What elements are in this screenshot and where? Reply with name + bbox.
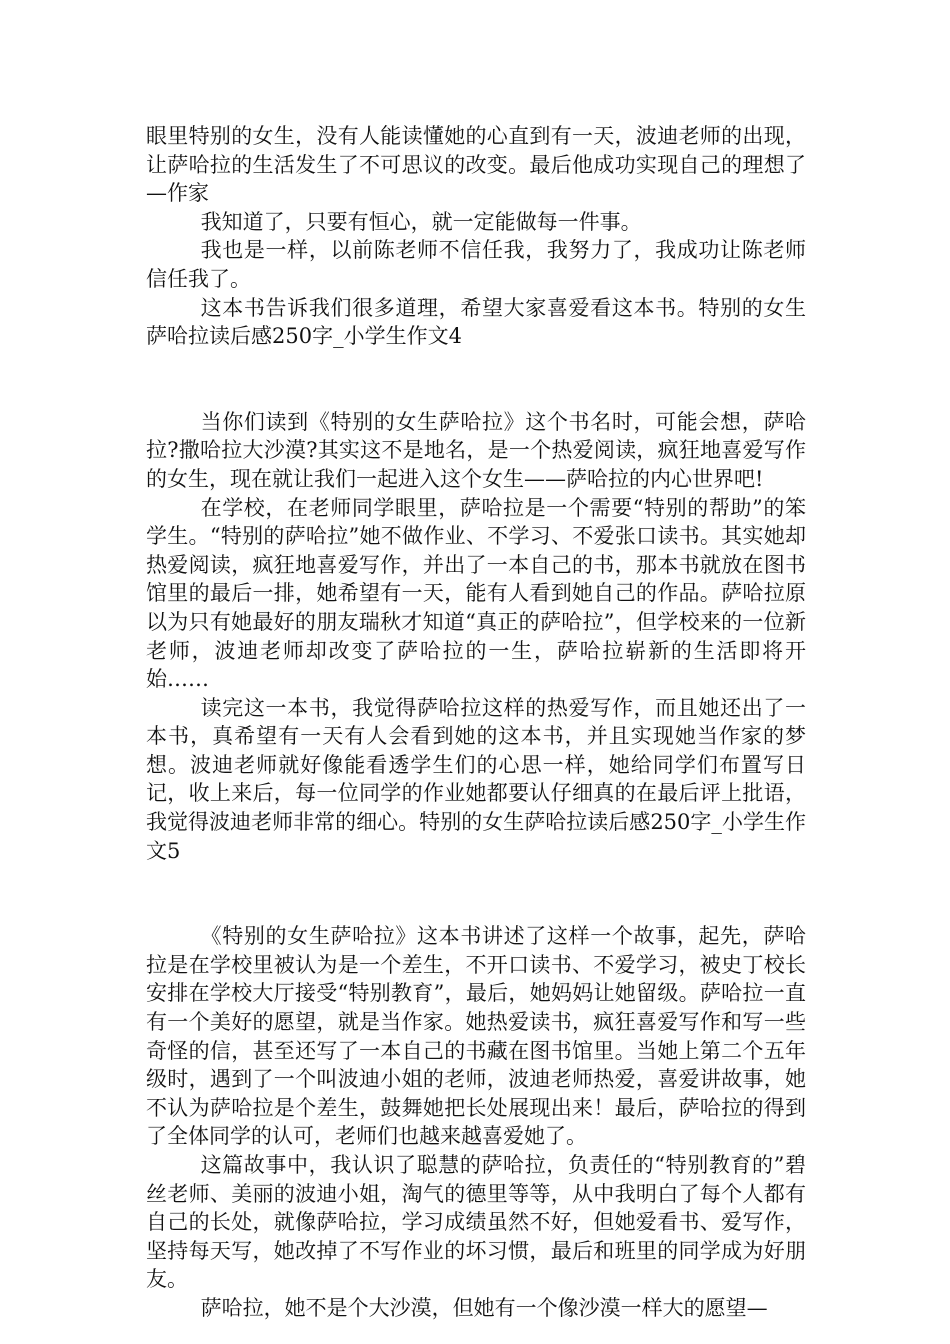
paragraph: 读完这一本书，我觉得萨哈拉这样的热爱写作，而且她还出了一本书，真希望有一天有人会看到她的这本书，并且实现她当作家的梦想。波迪老师就好像能看透学生们的心思一样，她给同学们布置写日记，收上来后，每一位同学的作业她都要认仔细真的在最后评上批语，我觉得波迪老师非常的细心。特别的女生萨哈拉读后感250字_小学生作文5 <box>146 695 806 863</box>
paragraph: 这本书告诉我们很多道理，希望大家喜爱看这本书。特别的女生萨哈拉读后感250字_小学生作文4 <box>146 295 806 349</box>
paragraph: 当你们读到《特别的女生萨哈拉》这个书名时，可能会想，萨哈拉?撒哈拉大沙漠?其实这不是地名，是一个热爱阅读，疯狂地喜爱写作的女生，现在就让我们一起进入这个女生——萨哈拉的内心世界吧! <box>146 409 806 491</box>
paragraph: 眼里特别的女生，没有人能读懂她的心直到有一天，波迪老师的出现，让萨哈拉的生活发生了不可思议的改变。最后他成功实现自己的理想了—作家 <box>146 124 806 206</box>
paragraph: 我也是一样，以前陈老师不信任我，我努力了，我成功让陈老师信任我了。 <box>146 238 806 291</box>
paragraph: 萨哈拉，她不是个大沙漠，但她有一个像沙漠一样大的愿望— <box>200 1295 768 1320</box>
paragraph: 《特别的女生萨哈拉》这本书讲述了这样一个故事，起先，萨哈拉是在学校里被认为是一个差生，不开口读书、不爱学习，被史丁校长安排在学校大厅接受“特别教育”，最后，她妈妈让她留级。萨哈拉一直有一个美好的愿望，就是当作家。她热爱读书，疯狂喜爱写作和写一些奇怪的信，甚至还写了一本自己的书藏在图书馆里。当她上第二个五年级时，遇到了一个叫波迪小姐的老师，波迪老师热爱，喜爱讲故事，她不认为萨哈拉是个差生，鼓舞她把长处展现出来！最后，萨哈拉的得到了全体同学的认可，老师们也越来越喜爱她了。 <box>146 924 806 1149</box>
paragraph: 这篇故事中，我认识了聪慧的萨哈拉，负责任的“特别教育的”碧丝老师、美丽的波迪小姐，淘气的德里等等，从中我明白了每个人都有自己的长处，就像萨哈拉，学习成绩虽然不好，但她爱看书、爱写作，坚持每天写，她改掉了不写作业的坏习惯，最后和班里的同学成为好朋友。 <box>146 1153 806 1292</box>
paragraph: 在学校，在老师同学眼里，萨哈拉是一个需要“特别的帮助”的笨学生。“特别的萨哈拉”她不做作业、不学习、不爱张口读书。其实她却热爱阅读，疯狂地喜爱写作，并出了一本自己的书，那本书就放在图书馆里的最后一排，她希望有一天，能有人看到她自己的作品。萨哈拉原以为只有她最好的朋友瑞秋才知道“真正的萨哈拉”，但学校来的一位新老师，波迪老师却改变了萨哈拉的一生，萨哈拉崭新的生活即将开始…… <box>146 495 806 692</box>
paragraph: 我知道了，只要有恒心，就一定能做每一件事。 <box>200 209 642 234</box>
section-gap <box>146 865 806 922</box>
section-gap <box>146 351 806 408</box>
document-body <box>146 122 806 1323</box>
